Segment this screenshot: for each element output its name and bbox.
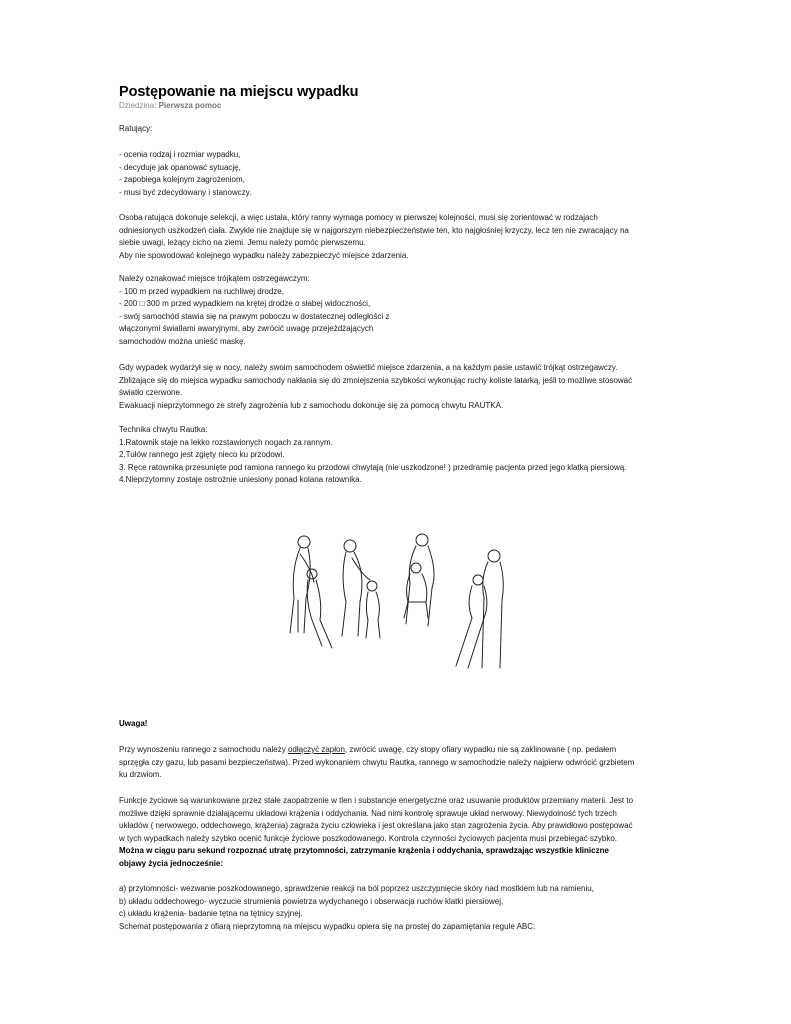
figure-rescuer-4 [482,550,503,668]
triangle-paragraph: Należy oznakować miejsce trójkątem ostrzegawczym: - 100 m przed wypadkiem na ruchliwej drodze, - 200 □ 300 m przed wypadkiem na krętej drodze o słabej widoczności, - swój samochód stawia się na prawym poboczu w dostatecznej odległości z włączonymi światłami awaryjnymi, aby zwrócić uwagę przejeżdżających samochodów można unieść maskę. [119,274,390,346]
figure-rescuer-1 [290,536,314,633]
warning-text-post: , zwrócić uwagę, czy stopy ofiary wypadku nie są zaklinowane ( np. pedałem [344,745,617,754]
list-item: b) układu oddechowego- wyczucie strumienia powietrza wydychanego i obserwacja ruchów klatki piersiowej, [119,896,504,906]
rescuer-heading: Ratujący: [119,124,153,133]
figure-casualty-1 [307,569,332,648]
rautek-paragraph: Technika chwytu Rautka: 1.Ratownik staje na lekko rozstawionych nogach za rannym. 2.Tułów rannego jest zgięty nieco ku przodowi. 3. Ręce ratownika przesunięte pod ramiona rannego ku przodowi chwytają (nie uszkodzone! ) przedramię pacjenta przed jego klatką piersiową. 4.Nieprzytomny zostaje ostrożnie uniesiony ponad kolana ratownika. [119,425,627,484]
list-item: c) układu krążenia- badanie tętna na tętnicy szyjnej. [119,909,303,918]
rautek-illustration [276,528,516,678]
figure-rescuer-2 [342,540,370,636]
list-item: - zapobiega kolejnym zagrożeniom, [119,175,245,184]
list-item: - musi być zdecydowany i stanowczy. [119,187,252,197]
figure-casualty-2 [366,581,380,638]
check-list [119,883,699,933]
warning-underlined: odłączyć zapłon [287,745,345,754]
domain-label: Dziedzina: [119,101,157,110]
list-item: - ocenia rodzaj i rozmiar wypadku, [119,150,241,159]
list-item: Schemat postępowania z ofiarą nieprzytomną na miejscu wypadku opiera się na prostej do zapamiętania regule ABC: [119,921,536,931]
rescuer-list [119,149,679,199]
vital-bold: objawy życia jednocześnie: [119,858,224,868]
warning-heading: Uwaga! [119,719,148,728]
domain-value: Pierwsza pomoc [158,101,222,110]
domain-line [119,101,221,110]
figure-rescuer-3 [406,534,434,626]
list-item: a) przytomności- wezwanie poszkodowanego, sprawdzenie reakcji na ból poprzez uszczypnięcie skóry nad mostkiem lub na ramieniu, [119,884,594,893]
page-title: Postępowanie na miejscu wypadku [119,84,359,100]
warning-paragraph: Przy wynoszeniu rannego z samochodu należy odłączyć zapłon, zwrócić uwagę, czy stopy ofiary wypadku nie są zaklinowane ( np. pedałem sprzęgła czy gazu, lub pasami bezpieczeństwa). Przed wykonaniem chwytu Rautka, rannego w samochodzie należy najpierw odwrócić grzbietem ku drzwiom. [119,745,635,779]
vital-paragraph: Funkcje życiowe są warunkowane przez stałe zaopatrzenie w tlen i substancje energetyczne oraz usuwanie produktów przemiany materii. Jest to możliwe dzięki sprawnie działającemu układowi krążenia i oddychania. Nad nimi kontrolę sprawuje układ nerwowy. Niewydolność tych trzech układów ( nerwowego, oddechowego, krążenia) zagraża życiu człowieka i jest określana jako stan zagrożenia życia. Aby prawidłowo postępować w tych wypadkach należy szybko ocenić funkcje życiowe poszkodowanego. Kontrola czynności życiowych pacjenta musi przebiegać szybko. Można w ciągu paru sekund rozpoznać utratę przytomności, zatrzymanie krążenia i oddychania, sprawdzając wszystkie kliniczne objawy życia jednocześnie: [119,795,699,870]
selection-paragraph: Osoba ratująca dokonuje selekcji, a więc ustala, który ranny wymaga pomocy w pierwszej kolejności, musi się zorientować w rodzajach odniesionych uszkodzeń ciała. Zwykle nie znajduje się w najgorszym niebezpieczeństwie ten, kto najgłośniej krzyczy, lecz ten nie zwracający na siebie uwagi, leżący cicho na ziemi. Jemu należy pomóc pierwszemu. Aby nie spowodować kolejnego wypadku należy zabezpieczyć miejsce zdarzenia. [119,213,629,260]
vital-bold: Można w ciągu paru sekund rozpoznać utratę przytomności, zatrzymanie krążenia i oddychania, sprawdzając wszystkie kliniczne [119,846,609,855]
warning-text-pre: Przy wynoszeniu rannego z samochodu należy [119,745,288,754]
night-paragraph: Gdy wypadek wydarzył się w nocy, należy swoim samochodem oświetlić miejsce zdarzenia, a na każdym pasie ustawić trójkąt ostrzegawczy. Zbliżające się do miejsca wypadku samochody nakłania się do zmniejszenia szybkości wykonując ruchy koliste latarką, jeśli to możliwe stosować światło czerwone. Ewakuacji nieprzytomnego ze strefy zagrożenia lub z samochodu dokonuje się za pomocą chwytu RAUTKA. [119,363,633,410]
list-item: - decyduje jak opanować sytuację, [119,162,241,172]
